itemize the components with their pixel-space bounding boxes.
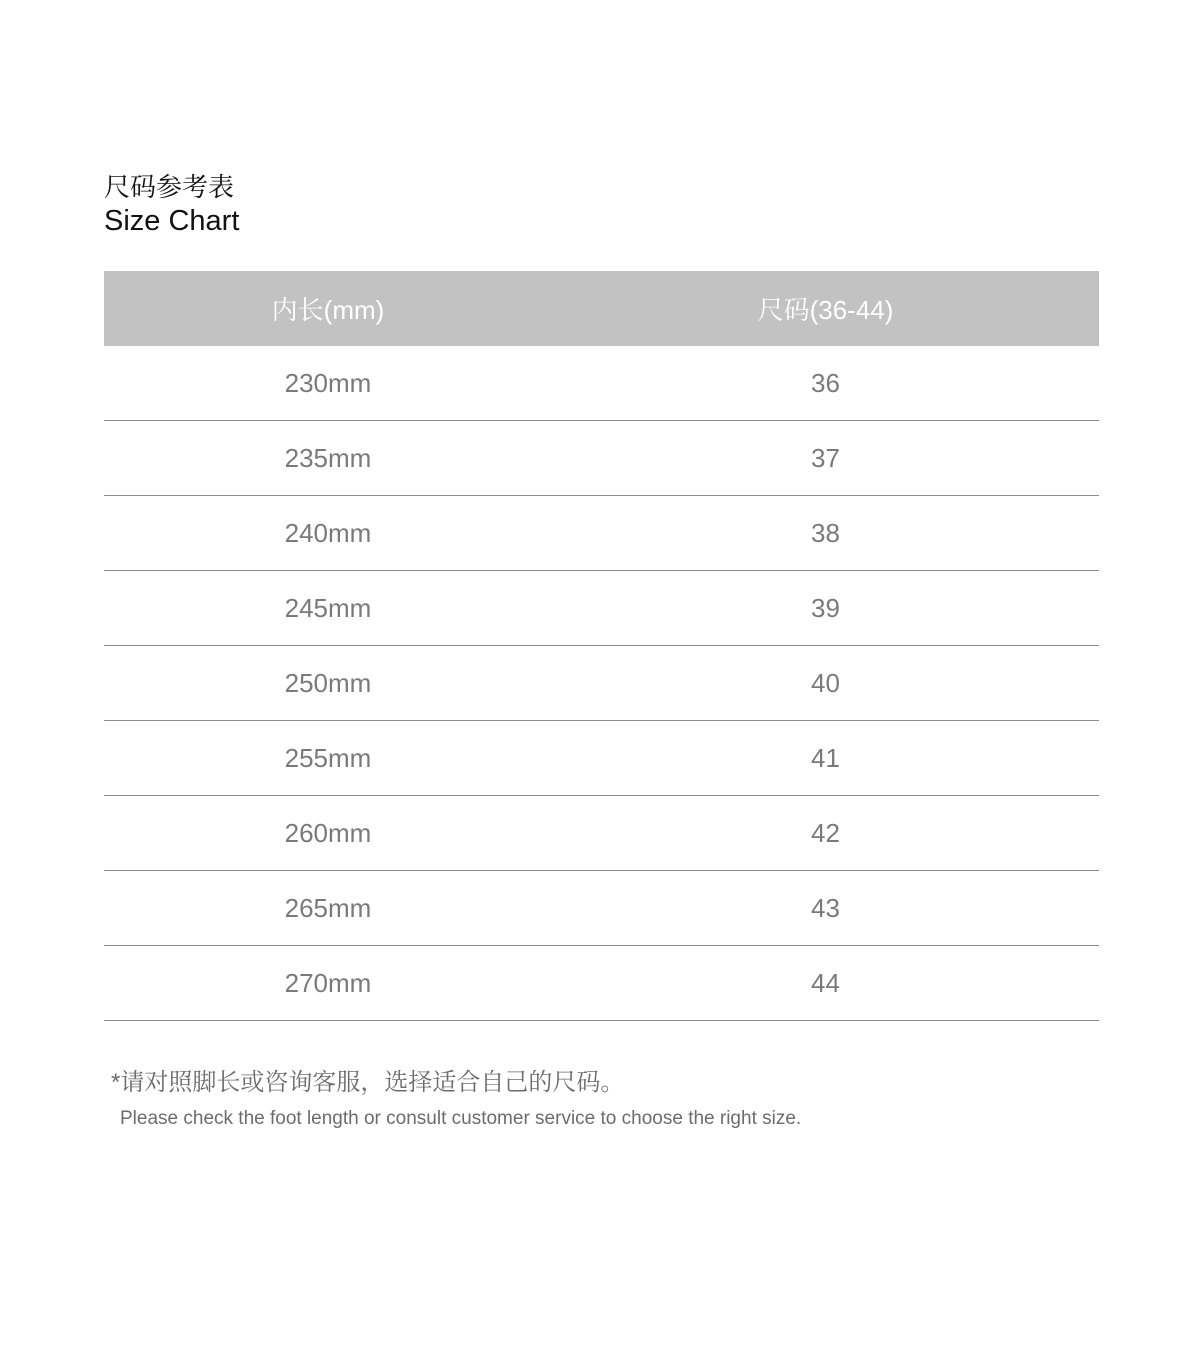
cell-size: 43: [811, 892, 840, 923]
table-row: [104, 871, 1099, 946]
cell-size: 38: [811, 517, 840, 548]
cell-size: 40: [811, 667, 840, 698]
cell-inner-length: 250mm: [284, 667, 372, 698]
table-row: [104, 346, 1099, 421]
table-row: [104, 721, 1099, 796]
cell-inner-length: 235mm: [284, 442, 372, 473]
cell-size: 41: [811, 742, 840, 773]
cell-inner-length: 240mm: [284, 517, 372, 548]
cell-size: 42: [811, 817, 840, 848]
header-size: 尺码(36-44): [757, 295, 894, 325]
table-row: [104, 571, 1099, 646]
title-block: [104, 170, 239, 238]
cell-size: 36: [811, 367, 840, 398]
cell-inner-length: 270mm: [284, 967, 372, 998]
table-row: [104, 646, 1099, 721]
size-table: [104, 271, 1099, 1021]
table-header: [104, 271, 1099, 346]
cell-inner-length: 230mm: [284, 367, 372, 398]
table-row: [104, 946, 1099, 1021]
cell-size: 39: [811, 592, 840, 623]
cell-inner-length: 255mm: [284, 742, 372, 773]
cell-inner-length: 265mm: [284, 892, 372, 923]
table-row: [104, 421, 1099, 496]
cell-size: 44: [811, 967, 840, 998]
table-row: [104, 496, 1099, 571]
note-en: Please check the foot length or consult customer service to choose the right size.: [120, 1108, 802, 1129]
page-title-zh: 尺码参考表: [104, 172, 235, 202]
table-row: [104, 796, 1099, 871]
page-title-en: Size Chart: [104, 205, 240, 237]
cell-inner-length: 245mm: [284, 592, 372, 623]
cell-inner-length: 260mm: [284, 817, 372, 848]
header-inner-length: 内长(mm): [271, 295, 385, 325]
cell-size: 37: [811, 442, 840, 473]
note-zh: *请对照脚长或咨询客服，选择适合自己的尺码。: [111, 1069, 625, 1096]
